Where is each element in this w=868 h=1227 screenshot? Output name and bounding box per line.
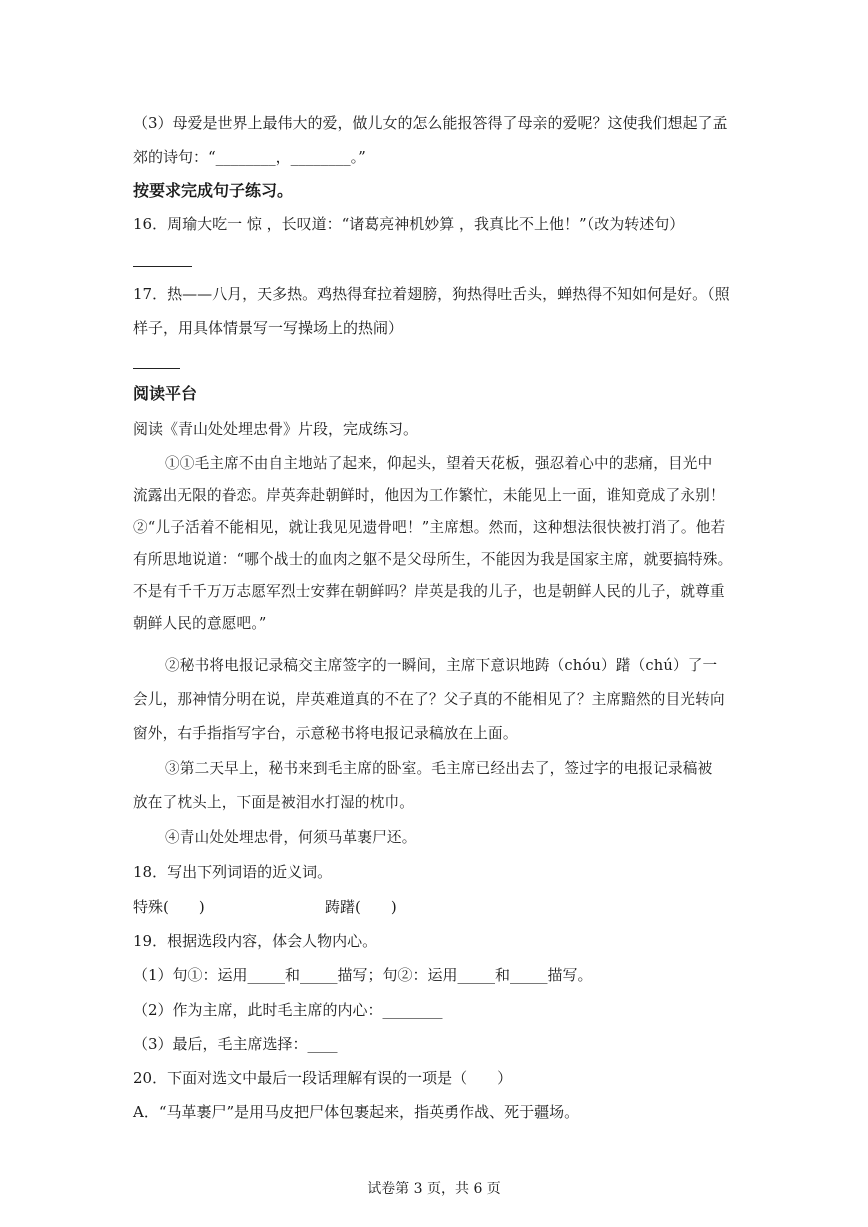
passage-p2-line3: 窗外，右手指指写字台，示意秘书将电报记录稿放在上面。 (133, 725, 518, 742)
q17-prompt-line2: 样子，用具体情景写一写操场上的热闹） (133, 319, 404, 337)
q19-sub3: （3）最后，毛主席选择：____ (133, 1035, 338, 1053)
q19-prompt: 19．根据选段内容，体会人物内心。 (133, 932, 378, 950)
passage-p1-line5: 不是有千千万万志愿军烈士安葬在朝鲜吗？岸英是我的儿子，也是朝鲜人民的儿子，就尊重 (133, 583, 725, 600)
q15-3-line1: （3）母爱是世界上最伟大的爱，做儿女的怎么能报答得了母亲的爱呢？这使我们想起了孟 (133, 114, 728, 132)
passage-p1-line2: 流露出无限的眷恋。岸英奔赴朝鲜时，他因为工作繁忙，未能见上一面，谁知竟成了永别！ (133, 487, 725, 504)
q19-sub1: （1）句①：运用_____和_____描写；句②：运用_____和_____描写。 (133, 966, 593, 984)
q19-sub2: （2）作为主席，此时毛主席的内心：________ (133, 1001, 443, 1019)
passage-p1-line1: ①①毛主席不由自主地站了起来，仰起头，望着天花板，强忍着心中的悲痛，目光中 (165, 455, 713, 472)
section-heading-reading: 阅读平台 (133, 384, 198, 403)
q20-option-a: A．“马革裹尸”是用马皮把尸体包裹起来，指英勇作战、死于疆场。 (133, 1103, 580, 1121)
q15-3-line2: 郊的诗句：“________，________。” (133, 148, 366, 166)
q18-prompt: 18．写出下列词语的近义词。 (133, 863, 333, 881)
passage-p1-line6: 朝鲜人民的意愿吧。” (133, 615, 267, 632)
q18-word-teshu: 特殊( ) (133, 898, 205, 916)
q17-prompt-line1: 17．热——八月，天多热。鸡热得耷拉着翅膀，狗热得吐舌头，蝉热得不知如何是好。（照 (133, 285, 730, 303)
reading-intro: 阅读《青山处处埋忠骨》片段，完成练习。 (133, 420, 419, 438)
q16-prompt: 16．周瑜大吃一 惊 ，长叹道：“诸葛亮神机妙算 ，我真比不上他！”（改为转述句） (133, 215, 685, 233)
q16-answer-line[interactable] (133, 266, 192, 267)
q20-prompt: 20．下面对选文中最后一段话理解有误的一项是（ ） (133, 1069, 513, 1087)
passage-p2-line1: ②秘书将电报记录稿交主席签字的一瞬间，主席下意识地踌（chóu）躇（chú）了一 (165, 657, 718, 674)
passage-p4: ④青山处处埋忠骨，何须马革裹尸还。 (165, 829, 417, 846)
q17-answer-line[interactable] (133, 368, 180, 369)
section-heading-sentence: 按要求完成句子练习。 (133, 181, 294, 200)
passage-p3-line1: ③第二天早上，秘书来到毛主席的卧室。毛主席已经出去了，签过字的电报记录稿被 (165, 760, 713, 777)
passage-p1-line3: ②“儿子活着不能相见，就让我见见遗骨吧！”主席想。然而，这种想法很快被打消了。他若 (133, 519, 726, 536)
passage-p1-line4: 有所思地说道：“哪个战士的血肉之躯不是父母所生，不能因为我是国家主席，就要搞特殊。 (133, 551, 733, 568)
passage-p3-line2: 放在了枕头上，下面是被泪水打湿的枕巾。 (133, 794, 415, 811)
page-footer: 试卷第 3 页，共 6 页 (367, 1181, 501, 1197)
q18-word-chouchu: 踌躇( ) (325, 898, 397, 916)
passage-p2-line2: 会儿，那神情分明在说，岸英难道真的不在了？父子真的不能相见了？主席黯然的目光转向 (133, 691, 725, 708)
